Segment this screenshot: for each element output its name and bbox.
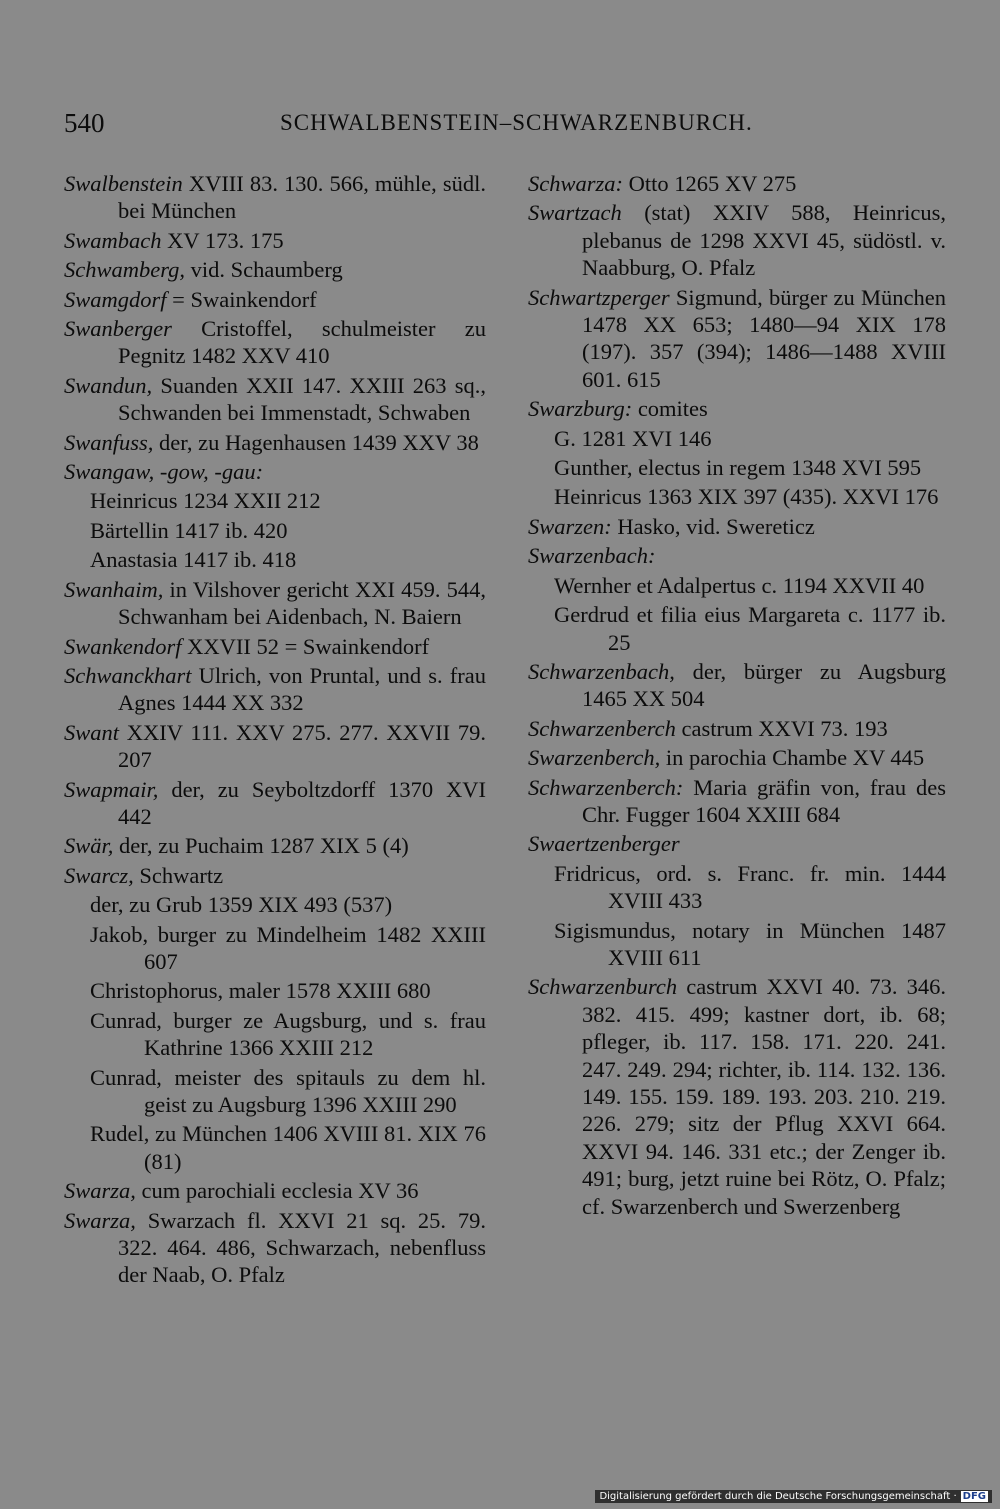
index-entry: [64, 429, 486, 456]
index-entry: [64, 286, 486, 313]
entry-text: Schwartz: [133, 862, 224, 888]
index-entry: [64, 1177, 486, 1204]
index-entry: [528, 395, 946, 422]
entry-text: Gerdrud et filia eius Margareta c. 1177 ib. 25: [554, 602, 946, 655]
index-entry: [90, 921, 486, 976]
index-entry: [554, 572, 946, 599]
index-entry: [528, 744, 946, 771]
index-entry: [90, 977, 486, 1004]
entry-headword: Swalbenstein: [64, 171, 183, 196]
index-entry: [64, 256, 486, 283]
entry-headword: Swär,: [64, 833, 114, 859]
entry-headword: Swarza,: [64, 1207, 136, 1233]
entry-headword: Schwanckhart: [64, 662, 192, 688]
entry-text: Cunrad, meister des spitauls zu dem hl. geist zu Augsburg 1396 XXIII 290: [90, 1064, 486, 1117]
index-entry: [64, 832, 486, 859]
right-column: [528, 170, 946, 1222]
entry-headword: Schwartzperger: [528, 284, 670, 310]
index-entry: [528, 513, 946, 540]
index-entry: [64, 315, 486, 370]
entry-text: Maria gräfin von, frau des Chr. Fugger 1604 XXIII 684: [582, 774, 946, 827]
index-entry: [528, 830, 946, 857]
index-entry: [90, 1120, 486, 1175]
entry-text: Rudel, zu München 1406 XVIII 81. XIX 76 (81): [90, 1121, 486, 1174]
entry-text: castrum XXVI 73. 193: [675, 715, 888, 741]
footer-credit: [595, 1490, 992, 1503]
entry-text: der, zu Puchaim 1287 XIX 5 (4): [113, 833, 409, 859]
entry-text: der, zu Hagenhausen 1439 XXV 38: [153, 429, 479, 455]
footer-text: Digitalisierung gefördert durch die Deutsche Forschungsgemeinschaft ·: [599, 1491, 957, 1502]
entry-text: Bärtellin 1417 ib. 420: [90, 517, 288, 543]
entry-text: Gunther, electus in regem 1348 XVI 595: [554, 455, 922, 481]
entry-headword: Swangaw, -gow, -gau:: [64, 459, 264, 485]
entry-headword: Swambach: [64, 227, 162, 253]
entry-headword: Swarza,: [64, 1178, 136, 1204]
index-entry: [528, 774, 946, 829]
entry-headword: Swarzen:: [528, 513, 612, 539]
entry-text: der, bürger zu Augsburg 1465 XX 504: [582, 658, 946, 712]
entry-headword: Swarzburg:: [528, 396, 633, 422]
index-entry: [90, 1007, 486, 1062]
entry-text: vid. Schaumberg: [185, 257, 343, 283]
entry-text: der, zu Seyboltzdorff 1370 XVI 442: [118, 776, 486, 829]
entry-headword: Swarzenberch,: [528, 745, 661, 771]
entry-headword: Schwamberg,: [64, 257, 186, 283]
entry-text: Hasko, vid. Swereticz: [611, 513, 815, 539]
entry-headword: Swamgdorf: [64, 286, 167, 312]
entry-text: Cristoffel, schulmeister zu Pegnitz 1482 XXV 410: [118, 316, 486, 369]
entry-headword: Schwarzenberch:: [528, 774, 684, 800]
index-entry: [64, 576, 486, 631]
index-entry: [90, 517, 486, 544]
index-entry: [64, 372, 486, 427]
entry-text: castrum XXVI 40. 73. 346. 382. 415. 499; kastner dort, ib. 68; pfleger, ib. 117. 158. 171. 220. 241. 247. 249. 294; richter, ib. 114. 132. 136. 149. 155. 159. 189. 193. 203. 210. 219. 226. 279; sitz der Pflug XXVI 664. XXVI 94. 146. 331 etc.; der Zenger ib. 491; burg, jetzt ruine bei Rötz, O. Pfalz; cf. Swarzenberch und Swerzenberg: [582, 974, 946, 1219]
entry-headword: Swaertzenberger: [528, 831, 680, 857]
index-entry: [528, 284, 946, 394]
index-entry: [64, 862, 486, 889]
entry-text: Cunrad, burger ze Augsburg, und s. frau Kathrine 1366 XXIII 212: [90, 1007, 486, 1061]
entry-text: Wernher et Adalpertus c. 1194 XXVII 40: [554, 572, 925, 598]
index-entry: [64, 170, 486, 225]
index-entry: [64, 1207, 486, 1289]
entry-headword: Swanhaim,: [64, 576, 164, 602]
entry-headword: Swanfuss,: [64, 429, 154, 455]
entry-text: Heinricus 1234 XXII 212: [90, 488, 321, 514]
entry-text: Jakob, burger zu Mindelheim 1482 XXIII 607: [90, 921, 486, 974]
index-entry: [528, 658, 946, 713]
index-entry: [90, 487, 486, 514]
page-number: 540: [64, 108, 105, 138]
entry-text: G. 1281 XVI 146: [554, 425, 712, 451]
entry-text: XXVII 52 = Swainkendorf: [181, 633, 430, 659]
entry-text: in Vilshover gericht XXI 459. 544, Schwanham bei Aidenbach, N. Baiern: [118, 576, 486, 630]
entry-text: in parochia Chambe XV 445: [660, 745, 925, 771]
index-entry: [528, 199, 946, 281]
index-entry: [528, 715, 946, 742]
entry-text: XVIII 83. 130. 566, mühle, südl. bei München: [118, 171, 486, 224]
index-entry: [64, 458, 486, 485]
index-entry: [554, 860, 946, 915]
entry-text: Suanden XXII 147. XXIII 263 sq., Schwanden bei Immenstadt, Schwaben: [118, 372, 486, 426]
index-entry: [528, 542, 946, 569]
index-entry: [90, 546, 486, 573]
entry-text: der, zu Grub 1359 XIX 493 (537): [90, 892, 393, 918]
entry-text: Heinricus 1363 XIX 397 (435). XXVI 176: [554, 484, 939, 510]
entry-headword: Schwarzenbach,: [528, 658, 675, 684]
entry-text: cum parochiali ecclesia XV 36: [135, 1178, 419, 1204]
entry-headword: Swartzach: [528, 200, 622, 226]
entry-text: XV 173. 175: [161, 227, 284, 253]
left-column: [64, 170, 486, 1291]
entry-text: Swarzach fl. XXVI 21 sq. 25. 79. 322. 464. 486, Schwarzach, nebenfluss der Naab, O. Pfalz: [118, 1207, 486, 1288]
entry-headword: Swarcz,: [64, 862, 134, 888]
index-entry: [528, 973, 946, 1220]
index-entry: [554, 454, 946, 481]
entry-text: = Swainkendorf: [166, 286, 317, 312]
entry-text: Sigmund, bürger zu München 1478 XX 653; 1480—94 XIX 178 (197). 357 (394); 1486—1488 XVIII 601. 615: [582, 284, 946, 392]
index-entry: [90, 1064, 486, 1119]
entry-headword: Swandun,: [64, 372, 153, 398]
entry-text: Anastasia 1417 ib. 418: [90, 547, 297, 573]
entry-text: Otto 1265 XV 275: [623, 171, 797, 196]
index-entry: [64, 227, 486, 254]
index-entry: [90, 891, 486, 918]
index-entry: [64, 719, 486, 774]
entry-text: comites: [632, 396, 708, 422]
index-entry: [554, 601, 946, 656]
index-entry: [64, 633, 486, 660]
dfg-logo: DFG: [962, 1491, 986, 1502]
index-entry: [64, 662, 486, 717]
entry-text: Fridricus, ord. s. Franc. fr. min. 1444 XVIII 433: [554, 860, 946, 914]
entry-text: (stat) XXIV 588, Heinricus, plebanus de 1298 XXVI 45, südöstl. v. Naabburg, O. Pfalz: [582, 200, 946, 281]
entry-headword: Swankendorf: [64, 633, 182, 659]
entry-headword: Swant: [64, 719, 120, 745]
running-head: SCHWALBENSTEIN–SCHWARZENBURCH.: [280, 110, 753, 135]
entry-headword: Swarzenbach:: [528, 543, 656, 569]
entry-headword: Swapmair,: [64, 776, 159, 802]
entry-headword: Schwarza:: [528, 171, 623, 196]
entry-headword: Swanberger: [64, 316, 172, 342]
index-entry: [554, 483, 946, 510]
index-entry: [554, 425, 946, 452]
entry-text: XXIV 111. XXV 275. 277. XXVII 79. 207: [118, 719, 486, 773]
entry-headword: Schwarzenburch: [528, 974, 678, 1000]
index-entry: [554, 917, 946, 972]
entry-text: Christophorus, maler 1578 XXIII 680: [90, 978, 431, 1004]
entry-text: Sigismundus, notary in München 1487 XVIII 611: [554, 917, 946, 970]
index-entry: [528, 170, 946, 197]
index-entry: [64, 776, 486, 831]
entry-headword: Schwarzenberch: [528, 715, 676, 741]
entry-text: Ulrich, von Pruntal, und s. frau Agnes 1444 XX 332: [118, 662, 486, 716]
